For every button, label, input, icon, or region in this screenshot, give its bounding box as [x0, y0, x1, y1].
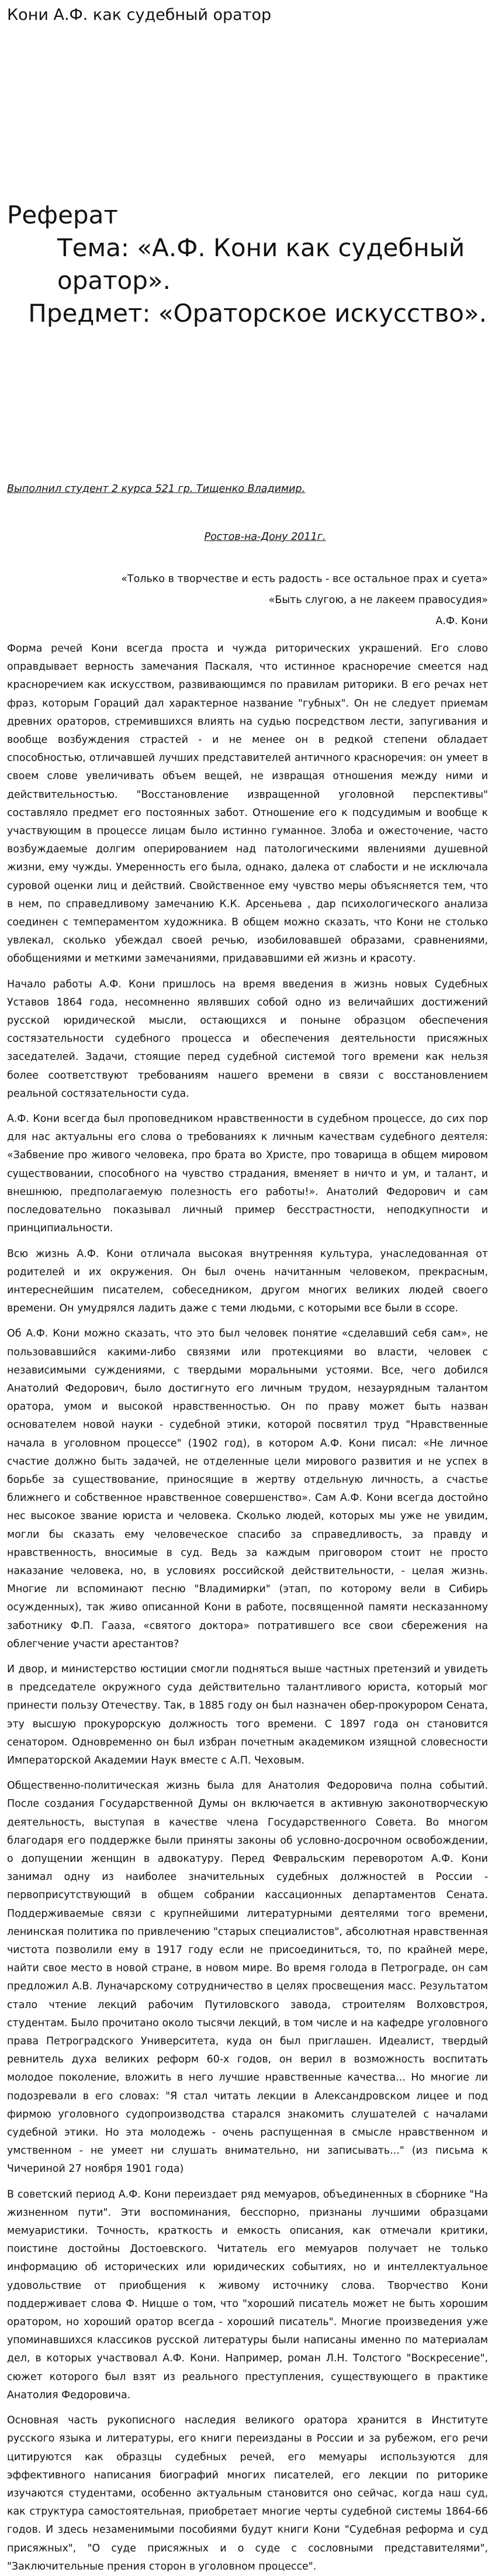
body-paragraph: Всю жизнь А.Ф. Кони отличала высокая внутренняя культура, унаследованная от родителей и их окружения. Он был очень начитанным человеком, прекрасным, интереснейшим писателем, собеседником, другом многих великих людей своего времени. Он умудрялся ладить даже с теми людьми, с которыми все были в ссоре. — [7, 1248, 488, 1315]
city-year: Ростов-на-Дону 2011г. — [204, 531, 326, 543]
body-paragraph: Начало работы А.Ф. Кони пришлось на время введения в жизнь новых Судебных Уставов 1864 года, несомненно являвших собой одно из величайших достижений русской юридической мысли, остающихся и поныне образцом обеспечения состязательности судебного процесса и обеспечения деятельности присяжных заседателей. Задачи, стоящие перед судебной системой того времени как нельзя более соответствуют требованиям нашего времени в связи с восстановлением реальной состязательности суда. — [7, 978, 488, 1100]
ref-theme: Тема: «А.Ф. Кони как судебный оратор». — [57, 233, 465, 295]
epigraph-quote-2: «Быть слугою, а не лакеем правосудия» — [268, 594, 488, 606]
epigraph-quote-1: «Только в творчестве и есть радость - все остальное прах и суета» — [121, 573, 488, 585]
ref-subject: Предмет: «Ораторское искусство». — [28, 299, 487, 328]
title-block — [7, 199, 488, 330]
ref-label: Реферат — [7, 201, 118, 229]
body-paragraph: В советский период А.Ф. Кони переиздает ряд мемуаров, объединенных в сборнике "На жизненном пути". Эти воспоминания, бесспорно, признаны лучшими образцами мемуаристики. Точность, краткость и емкость описания, как отмечали критики, поистине достойны Достоевского. Читатель его мемуаров получает не только информацию об исторических или юридических событиях, но и интеллектуальное удовольствие от приобщения к живому источнику слова. Творчество Кони поддерживает слова Ф. Ницше о том, что "хороший писатель может не быть хорошим оратором, но хороший оратор всегда - хороший писатель". Многие произведения уже упоминавшихся классиков русской литературы были написаны именно по материалам дел, в которых участвовал А.Ф. Кони. Например, роман Л.Н. Толстого "Воскресение", сюжет которого был взят из реального преступления, существующего в практике Анатолия Федоровича. — [7, 2188, 488, 2401]
epigraph-author: А.Ф. Кони — [435, 615, 488, 627]
body-paragraph: Об А.Ф. Кони можно сказать, что это был человек понятие «сделавший себя сам», не пользовавшийся какими-либо связями или протекциями во власти, человек с независимыми суждениями, с твердыми моральными устоями. Все, чего добился Анатолий Федорович, было достигнуто его личным трудом, незаурядным талантом оратора, умом и высокой нравственностью. Он по праву может быть назван основателем новой науки - судебной этики, которой посвятил труд "Нравственные начала в уголовном процессе" (1902 год), в котором А.Ф. Кони писал: «Не личное счастие должно быть задачей, не отделенные цели мирового развития и не успех в борьбе за существование, приносящие в жертву отдельную личность, а счастье ближнего и собственное нравственное совершенство». Сам А.Ф. Кони всегда достойно нес высокое звание юриста и человека. Сколько людей, которых мы уже не увидим, могли бы сказать ему человеческое спасибо за справедливость, за правду и нравственность, вносимые в суд. Ведь за каждым приговором стоит не просто наказание человека, но, в условиях российской действительности, - целая жизнь. Многие ли вспоминают песню "Владимирки" (этап, по которому вели в Сибирь осужденных), так живо описанной Кони в работе, посвященной памяти несказанному заботнику Ф.П. Гааза, «святого доктора» потратившего все свои сбережения на облегчение участи арестантов? — [7, 1328, 488, 1650]
document-title: Кони А.Ф. как судебный оратор — [7, 6, 272, 24]
body-paragraph: Общественно-политическая жизнь была для Анатолия Федоровича полна событий. После создания Государственной Думы он включается в активную законотворческую деятельность, выступая в качестве члена Государственного Совета. Во многом благодаря его поддержке были приняты законы об условно-досрочном освобождении, о допущении женщин в адвокатуру. Перед Февральским переворотом А.Ф. Кони занимал одну из наиболее значительных судебных должностей в России - первоприсутствующий в общем собрании кассационных департаментов Сената. Поддерживаемые связи с крупнейшими литературными деятелями того времени, ленинская политика по привлечению "старых специалистов", абсолютная нравственная чистота позволили ему в 1917 году если не присоединиться, то, по крайней мере, найти свое место в новой стране, в новом мире. Во время голода в Петрограде, он сам предложил А.В. Луначарскому сотрудничество в целях просвещения масс. Результатом стало чтение лекций рабочим Путиловского завода, строителям Волховстроя, студентам. Было прочитано около тысячи лекций, в том числе и на кафедре уголовного права Петроградского Университета, куда он был приглашен. Идеалист, твердый ревнитель духа великих реформ 60-х годов, он верил в возможность воспитать молодое поколение, вложить в него лучшие нравственные качества... Но многие ли подозревали в его словах: "Я стал читать лекции в Александровском лицее и под фирмою уголовного судопроизводства старался знакомить слушателей с началами судебной этики. Но эта молодежь - очень распущенная в смысле нравственном и умственном - не умеет ни слушать внимательно, ни записывать..." (из письма к Чичериной 27 ноября 1901 года) — [7, 1780, 488, 2175]
document-body — [7, 640, 488, 2576]
body-paragraph: А.Ф. Кони всегда был проповедником нравственности в судебном процессе, до сих пор для нас актуальны его слова о требованиях к личным качествам судебного деятеля: «Забвение про живого человека, про брата во Христе, про товарища в общем мировом существовании, способного на чувство страдания, вменяет в ничто и ум, и талант, и внешнюю, предполагаемую полезность его работы!». Анатолий Федорович и сам последовательно показывал личный пример бесстрастности, неподкупности и принципиальности. — [7, 1113, 488, 1235]
body-paragraph: И двор, и министерство юстиции смогли подняться выше частных претензий и увидеть в председателе окружного суда действительно талантливого юриста, который мог принести пользу Отечеству. Так, в 1885 году он был назначен обер-прокурором Сената, эту высшую прокурорскую должность того времени. С 1897 года он становится сенатором. Одновременно он был избран почетным академиком изящной словесности Императорской Академии Наук вместе с А.П. Чеховым. — [7, 1663, 488, 1766]
body-paragraph: Основная часть рукописного наследия великого оратора хранится в Институте русского языка и литературы, его книги переизданы в России и за рубежом, его речи цитируются как образцы судебных речей, его мемуары используются для эффективного написания биографий многих писателей, его лекции по риторике изучаются студентами, особенно актуальным становится оно сейчас, когда наш суд, как структура самостоятельная, приобретает многие черты судебной системы 1864-66 годов. И здесь незаменимыми пособиями будут книги Кони "Судебная реформа и суд присяжных", "О суде присяжных и о суде с сословными представителями", "Заключительные прения сторон в уголовном процессе". — [7, 2415, 488, 2572]
epigraph — [7, 569, 488, 632]
body-paragraph: Форма речей Кони всегда проста и чужда риторических украшений. Его слово оправдывает верность замечания Паскаля, что истинное красноречие смеется над красноречием как искусством, развивающимся по правилам риторики. В его речах нет фраз, которым Гораций дал характерное название "губных". Он не следует приемам древних ораторов, стремившихся влиять на судью посредством лести, запугивания и вообще возбуждения страстей - и не менее он в редкой степени обладает способностью, отличавшей лучших представителей античного красноречия: он умеет в своем слове увеличивать объем вещей, не извращая отношения между ними и действительностью. "Восстановление извращенной уголовной перспективы" составляло предмет его постоянных забот. Отношение его к подсудимым и вообще к участвующим в процессе лицам было истинно гуманное. Злоба и ожесточение, часто возбуждаемые долгим оперированием над патологическими явлениями душевной жизни, ему чужды. Умеренность его была, однако, далека от слабости и не исключала суровой оценки лиц и действий. Свойственное ему чувство меры объясняется тем, что в нем, по справедливому замечанию К.К. Арсеньева , дар психологического анализа соединен с темпераментом художника. В общем можно сказать, что Кони не столько увлекал, сколько убеждал своей речью, изобиловавшей образами, сравнениями, обобщениями и меткими замечаниями, придававшими ей жизнь и красоту. — [7, 643, 488, 965]
performer-line: Выполнил студент 2 курса 521 гр. Тищенко Владимир. — [7, 483, 306, 495]
